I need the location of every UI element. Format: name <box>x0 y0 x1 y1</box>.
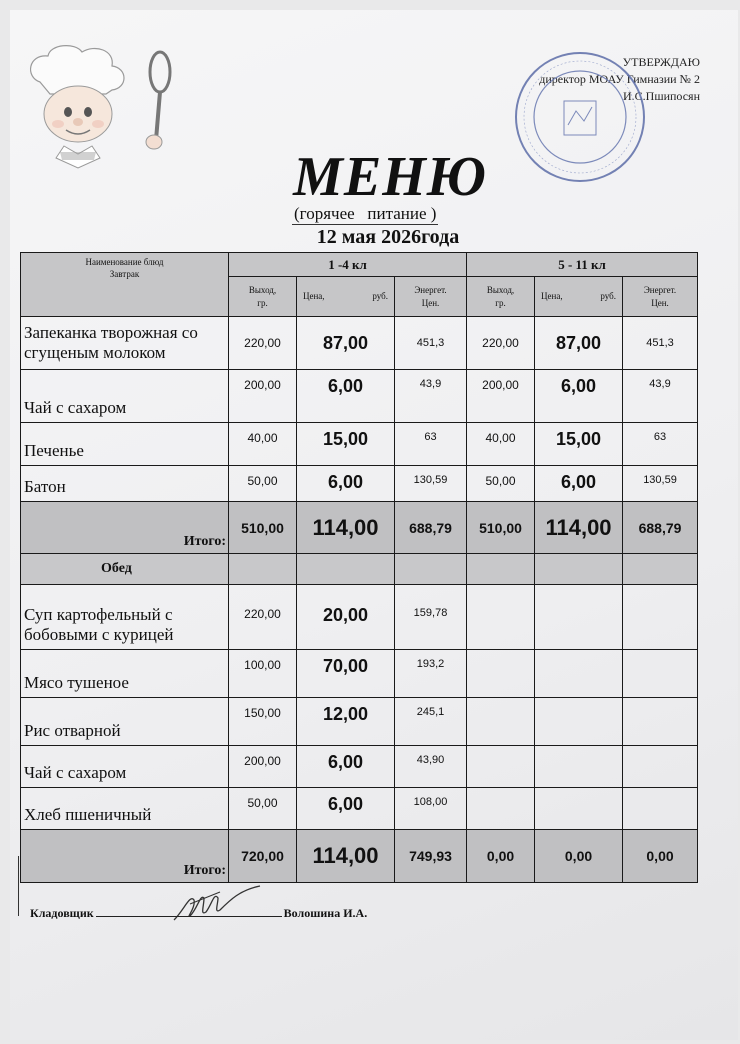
energy-value: 43,9 <box>623 370 698 423</box>
total-output: 720,00 <box>229 830 297 883</box>
header-output: Выход, гр. <box>467 277 535 317</box>
output-value: 220,00 <box>229 585 297 650</box>
dish-name: Запеканка творожная со сгущеным молоком <box>21 317 229 370</box>
energy-value: 130,59 <box>395 466 467 502</box>
output-value: 200,00 <box>229 370 297 423</box>
menu-table <box>20 252 698 883</box>
footer-name: Волошина И.А. <box>283 906 368 920</box>
output-value: 100,00 <box>229 650 297 698</box>
table-row <box>21 317 698 370</box>
signature-line <box>96 916 282 917</box>
energy-value: 63 <box>623 423 698 466</box>
total-energy: 688,79 <box>623 502 698 554</box>
header-price: Цена, руб. <box>297 277 395 317</box>
price-value: 20,00 <box>297 585 395 650</box>
energy-value: 159,78 <box>395 585 467 650</box>
energy-value: 130,59 <box>623 466 698 502</box>
header-energy: Энергет. Цен. <box>395 277 467 317</box>
output-value: 50,00 <box>229 788 297 830</box>
table-row <box>21 698 698 746</box>
lunch-label: Обед <box>21 554 229 585</box>
dish-name: Чай с сахаром <box>21 370 229 423</box>
dish-name: Рис отварной <box>21 698 229 746</box>
dish-name: Хлеб пшеничный <box>21 788 229 830</box>
output-value: 40,00 <box>229 423 297 466</box>
table-row <box>21 466 698 502</box>
price-value: 15,00 <box>297 423 395 466</box>
price-value: 6,00 <box>297 746 395 788</box>
output-value: 150,00 <box>229 698 297 746</box>
total-price: 114,00 <box>297 502 395 554</box>
output-value: 220,00 <box>229 317 297 370</box>
table-row <box>21 788 698 830</box>
output-value: 200,00 <box>467 370 535 423</box>
price-value: 87,00 <box>535 317 623 370</box>
lunch-section-row <box>21 554 698 585</box>
breakfast-total-row <box>21 502 698 554</box>
energy-value: 451,3 <box>623 317 698 370</box>
energy-value: 108,00 <box>395 788 467 830</box>
menu-date: 12 мая 2026года <box>316 226 460 248</box>
approval-line-1: УТВЕРЖДАЮ <box>622 55 700 69</box>
approval-line-2: директор МОАУ Гимназии № 2 <box>539 72 700 86</box>
price-value: 6,00 <box>535 370 623 423</box>
header-grade-1-4: 1 -4 кл <box>229 253 467 277</box>
output-value: 200,00 <box>229 746 297 788</box>
energy-value: 43,90 <box>395 746 467 788</box>
footer-signature-line <box>30 906 367 921</box>
output-value: 220,00 <box>467 317 535 370</box>
price-value: 6,00 <box>297 788 395 830</box>
approval-line-3: И.С.Пшипосян <box>623 89 700 103</box>
energy-value: 451,3 <box>395 317 467 370</box>
table-row <box>21 370 698 423</box>
total-output: 510,00 <box>229 502 297 554</box>
price-value: 87,00 <box>297 317 395 370</box>
dish-name: Чай с сахаром <box>21 746 229 788</box>
price-value: 15,00 <box>535 423 623 466</box>
table-row <box>21 650 698 698</box>
table-row <box>21 585 698 650</box>
total-label: Итого: <box>21 502 229 554</box>
price-value: 70,00 <box>297 650 395 698</box>
header-dish-name: Наименование блюд Завтрак <box>21 253 229 317</box>
energy-value: 193,2 <box>395 650 467 698</box>
header-price: Цена, руб. <box>535 277 623 317</box>
price-value: 6,00 <box>297 370 395 423</box>
total-energy: 0,00 <box>623 830 698 883</box>
menu-title: МЕНЮ <box>293 146 487 208</box>
total-energy: 749,93 <box>395 830 467 883</box>
price-value: 12,00 <box>297 698 395 746</box>
total-output: 510,00 <box>467 502 535 554</box>
output-value: 40,00 <box>467 423 535 466</box>
total-label: Итого: <box>21 830 229 883</box>
energy-value: 245,1 <box>395 698 467 746</box>
table-row <box>21 423 698 466</box>
lunch-total-row <box>21 830 698 883</box>
dish-name: Печенье <box>21 423 229 466</box>
header-grade-5-11: 5 - 11 кл <box>467 253 698 277</box>
energy-value: 63 <box>395 423 467 466</box>
dish-name: Мясо тушеное <box>21 650 229 698</box>
margin-line <box>18 856 19 916</box>
header-energy: Энергет. Цен. <box>623 277 698 317</box>
total-price: 114,00 <box>535 502 623 554</box>
energy-value: 43,9 <box>395 370 467 423</box>
header-row-grades <box>21 253 698 277</box>
dish-name: Суп картофельный с бобовыми с курицей <box>21 585 229 650</box>
header-output: Выход, гр. <box>229 277 297 317</box>
price-value: 6,00 <box>297 466 395 502</box>
total-price: 0,00 <box>535 830 623 883</box>
total-price: 114,00 <box>297 830 395 883</box>
price-value: 6,00 <box>535 466 623 502</box>
menu-subtitle: (горячее питание ) <box>294 204 437 223</box>
output-value: 50,00 <box>467 466 535 502</box>
output-value: 50,00 <box>229 466 297 502</box>
table-row <box>21 746 698 788</box>
dish-name: Батон <box>21 466 229 502</box>
total-output: 0,00 <box>467 830 535 883</box>
total-energy: 688,79 <box>395 502 467 554</box>
footer-role: Кладовщик <box>30 906 94 920</box>
